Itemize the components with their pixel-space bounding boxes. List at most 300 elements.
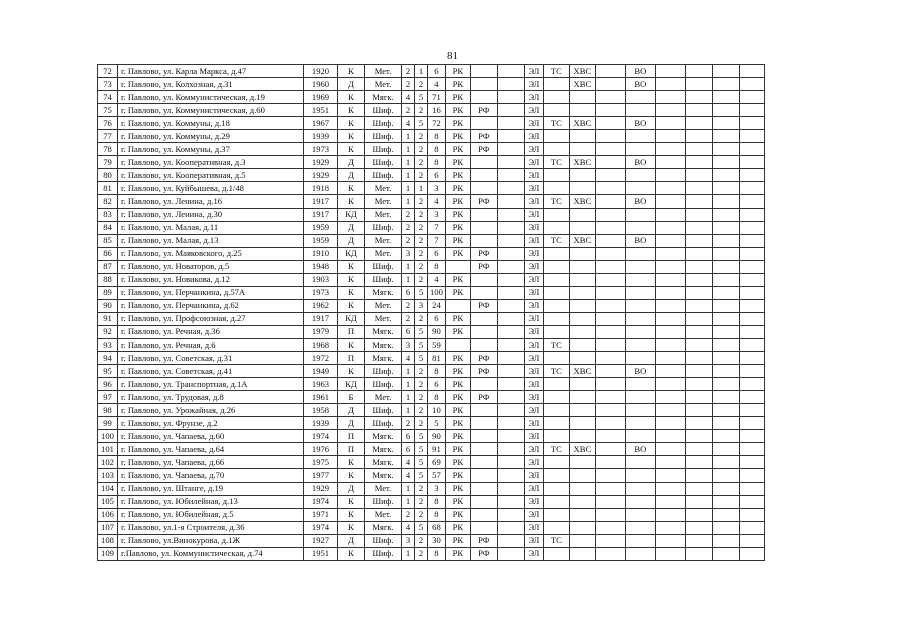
table-cell: [595, 299, 625, 312]
table-cell: 1917: [304, 208, 338, 221]
table-cell: 6: [428, 247, 446, 260]
table-cell: [497, 91, 524, 104]
table-cell: Д: [338, 78, 365, 91]
table-cell: [595, 338, 625, 351]
address-cell: г. Павлово, ул. Малая, д.11: [118, 221, 304, 234]
table-cell: ТС: [543, 156, 569, 169]
table-cell: [470, 456, 497, 469]
address-cell: г. Павлово, ул. Фрунзе, д.2: [118, 417, 304, 430]
table-cell: 1973: [304, 286, 338, 299]
table-cell: [739, 247, 764, 260]
table-cell: 1917: [304, 312, 338, 325]
row-number-cell: 97: [98, 391, 118, 404]
table-cell: 1968: [304, 338, 338, 351]
table-cell: [625, 534, 655, 547]
table-cell: [595, 495, 625, 508]
table-cell: Мягк.: [365, 325, 402, 338]
table-cell: 2: [415, 534, 428, 547]
table-cell: [595, 143, 625, 156]
table-cell: 1973: [304, 143, 338, 156]
table-cell: ЭЛ: [524, 273, 543, 286]
table-cell: ХВС: [569, 117, 595, 130]
address-cell: г. Павлово, ул. Чапаева, д.60: [118, 430, 304, 443]
table-cell: [655, 299, 685, 312]
table-row: [98, 469, 765, 482]
table-cell: РФ: [470, 299, 497, 312]
table-cell: [595, 104, 625, 117]
address-cell: г. Павлово, ул. Чапаева, д.64: [118, 443, 304, 456]
table-cell: [470, 156, 497, 169]
row-number-cell: 80: [98, 169, 118, 182]
table-cell: [739, 430, 764, 443]
table-cell: [497, 508, 524, 521]
table-cell: [655, 117, 685, 130]
table-cell: Д: [338, 417, 365, 430]
table-cell: [739, 182, 764, 195]
address-cell: г. Павлово, ул.Винокурова, д.1Ж: [118, 534, 304, 547]
table-cell: П: [338, 430, 365, 443]
table-cell: [655, 247, 685, 260]
table-cell: ХВС: [569, 156, 595, 169]
table-cell: [595, 325, 625, 338]
table-cell: П: [338, 443, 365, 456]
table-cell: Мягк.: [365, 430, 402, 443]
table-row: [98, 286, 765, 299]
table-cell: [739, 143, 764, 156]
table-cell: [712, 378, 739, 391]
row-number-cell: 95: [98, 365, 118, 378]
table-cell: 1903: [304, 273, 338, 286]
table-cell: 2: [402, 312, 415, 325]
table-cell: ХВС: [569, 234, 595, 247]
table-row: [98, 482, 765, 495]
table-cell: [655, 469, 685, 482]
table-cell: [712, 286, 739, 299]
table-cell: РК: [445, 325, 470, 338]
table-cell: [470, 312, 497, 325]
table-cell: Мягк.: [365, 521, 402, 534]
row-number-cell: 79: [98, 156, 118, 169]
row-number-cell: 90: [98, 299, 118, 312]
table-cell: 4: [402, 521, 415, 534]
table-cell: Мет.: [365, 312, 402, 325]
table-cell: [625, 104, 655, 117]
table-cell: [569, 130, 595, 143]
table-cell: РК: [445, 182, 470, 195]
table-cell: [569, 286, 595, 299]
table-row: [98, 247, 765, 260]
table-cell: [595, 469, 625, 482]
table-cell: [470, 417, 497, 430]
table-cell: ВО: [625, 443, 655, 456]
table-cell: Д: [338, 221, 365, 234]
table-cell: [685, 338, 712, 351]
table-cell: [625, 404, 655, 417]
table-cell: ТС: [543, 195, 569, 208]
table-cell: [712, 547, 739, 560]
table-cell: [543, 312, 569, 325]
table-cell: 2: [415, 234, 428, 247]
table-cell: [595, 534, 625, 547]
table-cell: [595, 234, 625, 247]
address-cell: г. Павлово, ул. Советская, д.41: [118, 365, 304, 378]
table-cell: ЭЛ: [524, 234, 543, 247]
table-cell: [712, 78, 739, 91]
table-cell: [655, 443, 685, 456]
table-cell: [595, 547, 625, 560]
table-row: [98, 195, 765, 208]
table-cell: 6: [428, 65, 446, 78]
table-cell: [685, 482, 712, 495]
table-cell: Мягк.: [365, 338, 402, 351]
table-cell: [497, 234, 524, 247]
table-cell: Мягк.: [365, 443, 402, 456]
table-cell: ЭЛ: [524, 312, 543, 325]
table-cell: [712, 234, 739, 247]
table-cell: [712, 443, 739, 456]
table-cell: 2: [415, 260, 428, 273]
table-cell: 1: [402, 143, 415, 156]
table-cell: [655, 104, 685, 117]
table-cell: РК: [445, 156, 470, 169]
table-cell: [739, 391, 764, 404]
table-cell: [569, 391, 595, 404]
table-cell: 7: [428, 221, 446, 234]
table-cell: 30: [428, 534, 446, 547]
row-number-cell: 88: [98, 273, 118, 286]
table-cell: [712, 91, 739, 104]
table-cell: [569, 430, 595, 443]
table-cell: 2: [402, 417, 415, 430]
table-cell: 8: [428, 495, 446, 508]
table-cell: ВО: [625, 78, 655, 91]
table-cell: ТС: [543, 65, 569, 78]
table-cell: [569, 312, 595, 325]
row-number-cell: 103: [98, 469, 118, 482]
table-cell: К: [338, 143, 365, 156]
table-cell: [712, 130, 739, 143]
table-cell: РК: [445, 65, 470, 78]
table-cell: [739, 482, 764, 495]
table-cell: ХВС: [569, 365, 595, 378]
table-cell: РК: [445, 91, 470, 104]
table-cell: [497, 312, 524, 325]
table-cell: [655, 547, 685, 560]
table-cell: Мягк.: [365, 352, 402, 365]
table-cell: РК: [445, 312, 470, 325]
table-cell: [739, 404, 764, 417]
table-cell: [739, 130, 764, 143]
table-cell: 4: [402, 117, 415, 130]
table-row: [98, 143, 765, 156]
table-cell: [470, 208, 497, 221]
table-cell: ЭЛ: [524, 117, 543, 130]
table-cell: [470, 234, 497, 247]
table-row: [98, 521, 765, 534]
table-cell: Д: [338, 404, 365, 417]
table-cell: [569, 325, 595, 338]
table-cell: [739, 169, 764, 182]
table-cell: [497, 247, 524, 260]
table-cell: РК: [445, 221, 470, 234]
address-cell: г. Павлово, ул. Коммунистическая, д.19: [118, 91, 304, 104]
table-cell: [497, 65, 524, 78]
table-cell: [625, 495, 655, 508]
table-cell: РК: [445, 130, 470, 143]
row-number-cell: 82: [98, 195, 118, 208]
table-cell: 16: [428, 104, 446, 117]
table-cell: 24: [428, 299, 446, 312]
table-cell: [685, 534, 712, 547]
address-cell: г. Павлово, ул. Маяковского, д.25: [118, 247, 304, 260]
address-cell: г. Павлово, ул. Карла Маркса, д.47: [118, 65, 304, 78]
address-cell: г. Павлово, ул. Транспортная, д.1А: [118, 378, 304, 391]
table-cell: [595, 482, 625, 495]
table-cell: [497, 521, 524, 534]
table-cell: 1962: [304, 299, 338, 312]
table-cell: [685, 443, 712, 456]
table-cell: [685, 247, 712, 260]
table-cell: [685, 117, 712, 130]
table-cell: ХВС: [569, 78, 595, 91]
table-cell: ЭЛ: [524, 378, 543, 391]
table-cell: 1975: [304, 456, 338, 469]
table-row: [98, 312, 765, 325]
table-cell: 5: [415, 521, 428, 534]
table-cell: Шиф.: [365, 547, 402, 560]
table-cell: [685, 352, 712, 365]
table-cell: [739, 104, 764, 117]
table-cell: 2: [415, 195, 428, 208]
table-cell: [655, 404, 685, 417]
table-cell: РК: [445, 391, 470, 404]
table-cell: [543, 104, 569, 117]
table-cell: [445, 260, 470, 273]
table-cell: К: [338, 508, 365, 521]
table-cell: К: [338, 182, 365, 195]
table-cell: [595, 430, 625, 443]
table-cell: [470, 338, 497, 351]
row-number-cell: 101: [98, 443, 118, 456]
table-cell: [595, 443, 625, 456]
table-cell: РФ: [470, 547, 497, 560]
table-cell: 2: [402, 104, 415, 117]
table-cell: [655, 286, 685, 299]
table-cell: [470, 482, 497, 495]
table-cell: [625, 260, 655, 273]
table-cell: [543, 469, 569, 482]
table-cell: РК: [445, 495, 470, 508]
table-cell: ЭЛ: [524, 391, 543, 404]
table-cell: [569, 182, 595, 195]
table-cell: [739, 469, 764, 482]
table-cell: [569, 378, 595, 391]
table-cell: [625, 325, 655, 338]
table-cell: ЭЛ: [524, 104, 543, 117]
table-cell: [595, 156, 625, 169]
table-cell: 1: [415, 65, 428, 78]
table-cell: ЭЛ: [524, 495, 543, 508]
table-cell: 1: [402, 547, 415, 560]
table-cell: [497, 208, 524, 221]
table-cell: [655, 417, 685, 430]
table-cell: [543, 495, 569, 508]
table-cell: [625, 430, 655, 443]
table-cell: Мет.: [365, 391, 402, 404]
table-cell: [739, 417, 764, 430]
row-number-cell: 104: [98, 482, 118, 495]
table-cell: 4: [428, 273, 446, 286]
table-row: [98, 365, 765, 378]
table-cell: 2: [415, 508, 428, 521]
table-cell: РК: [445, 456, 470, 469]
address-cell: г. Павлово, ул. Коммуны, д.37: [118, 143, 304, 156]
table-cell: Д: [338, 156, 365, 169]
address-cell: г. Павлово, ул. Ленина, д.16: [118, 195, 304, 208]
table-cell: [470, 117, 497, 130]
table-cell: 2: [415, 547, 428, 560]
table-cell: [739, 495, 764, 508]
table-cell: [595, 391, 625, 404]
table-cell: 1: [402, 156, 415, 169]
table-cell: РК: [445, 417, 470, 430]
address-cell: г. Павлово, ул. Малая, д.13: [118, 234, 304, 247]
table-cell: Мет.: [365, 78, 402, 91]
table-cell: [685, 547, 712, 560]
address-cell: г. Павлово, ул. Куйбышева, д.1/48: [118, 182, 304, 195]
table-cell: Мет.: [365, 65, 402, 78]
table-cell: [470, 325, 497, 338]
table-cell: Шиф.: [365, 143, 402, 156]
table-cell: РФ: [470, 104, 497, 117]
table-cell: [655, 352, 685, 365]
table-row: [98, 234, 765, 247]
row-number-cell: 100: [98, 430, 118, 443]
table-cell: [739, 325, 764, 338]
table-cell: 6: [402, 443, 415, 456]
table-cell: Шиф.: [365, 378, 402, 391]
table-cell: Мет.: [365, 482, 402, 495]
table-cell: [595, 521, 625, 534]
table-cell: Мет.: [365, 299, 402, 312]
table-cell: [655, 169, 685, 182]
table-cell: 4: [428, 195, 446, 208]
table-cell: [569, 104, 595, 117]
table-cell: [595, 508, 625, 521]
table-row: [98, 299, 765, 312]
table-cell: 1939: [304, 417, 338, 430]
table-cell: Шиф.: [365, 117, 402, 130]
table-cell: [685, 286, 712, 299]
table-cell: ВО: [625, 117, 655, 130]
table-cell: 1: [402, 482, 415, 495]
table-cell: П: [338, 352, 365, 365]
table-cell: ЭЛ: [524, 469, 543, 482]
table-cell: [655, 482, 685, 495]
table-cell: К: [338, 365, 365, 378]
table-cell: РК: [445, 352, 470, 365]
table-cell: Мет.: [365, 182, 402, 195]
address-cell: г. Павлово, ул. Урожайная, д.26: [118, 404, 304, 417]
table-cell: Мягк.: [365, 456, 402, 469]
table-cell: РК: [445, 404, 470, 417]
table-cell: Мягк.: [365, 286, 402, 299]
table-cell: [712, 299, 739, 312]
table-cell: [497, 482, 524, 495]
table-cell: ЭЛ: [524, 338, 543, 351]
table-cell: 2: [415, 78, 428, 91]
table-cell: [497, 456, 524, 469]
row-number-cell: 81: [98, 182, 118, 195]
table-cell: [685, 182, 712, 195]
table-cell: [655, 534, 685, 547]
table-cell: [685, 78, 712, 91]
table-cell: [739, 534, 764, 547]
table-cell: ЭЛ: [524, 547, 543, 560]
table-cell: [685, 521, 712, 534]
table-cell: [685, 65, 712, 78]
table-cell: [543, 378, 569, 391]
table-cell: [543, 247, 569, 260]
table-cell: [685, 260, 712, 273]
table-cell: 8: [428, 365, 446, 378]
address-cell: г. Павлово, ул. Ленина, д.30: [118, 208, 304, 221]
table-cell: [655, 221, 685, 234]
table-cell: [625, 391, 655, 404]
table-cell: 1974: [304, 495, 338, 508]
table-cell: [712, 247, 739, 260]
table-cell: [739, 195, 764, 208]
table-cell: [739, 208, 764, 221]
table-cell: [625, 469, 655, 482]
row-number-cell: 75: [98, 104, 118, 117]
table-cell: 1958: [304, 404, 338, 417]
table-cell: [497, 195, 524, 208]
table-cell: К: [338, 456, 365, 469]
row-number-cell: 74: [98, 91, 118, 104]
table-cell: [625, 508, 655, 521]
table-cell: 8: [428, 130, 446, 143]
table-cell: [470, 65, 497, 78]
table-cell: [595, 91, 625, 104]
table-row: [98, 547, 765, 560]
table-row: [98, 273, 765, 286]
table-cell: ЭЛ: [524, 156, 543, 169]
table-cell: [712, 417, 739, 430]
table-cell: ЭЛ: [524, 247, 543, 260]
table-cell: [595, 221, 625, 234]
table-cell: [685, 508, 712, 521]
table-cell: [543, 91, 569, 104]
row-number-cell: 98: [98, 404, 118, 417]
table-cell: Шиф.: [365, 365, 402, 378]
table-cell: [655, 78, 685, 91]
table-cell: [625, 273, 655, 286]
table-cell: [685, 221, 712, 234]
table-cell: 7: [428, 234, 446, 247]
table-cell: [569, 143, 595, 156]
table-cell: РК: [445, 104, 470, 117]
table-cell: [595, 195, 625, 208]
table-cell: К: [338, 495, 365, 508]
table-cell: [712, 221, 739, 234]
table-cell: [569, 352, 595, 365]
table-cell: ЭЛ: [524, 221, 543, 234]
table-row: [98, 104, 765, 117]
table-cell: [595, 456, 625, 469]
table-cell: ЭЛ: [524, 417, 543, 430]
address-cell: г. Павлово, ул. Трудовая, д.8: [118, 391, 304, 404]
